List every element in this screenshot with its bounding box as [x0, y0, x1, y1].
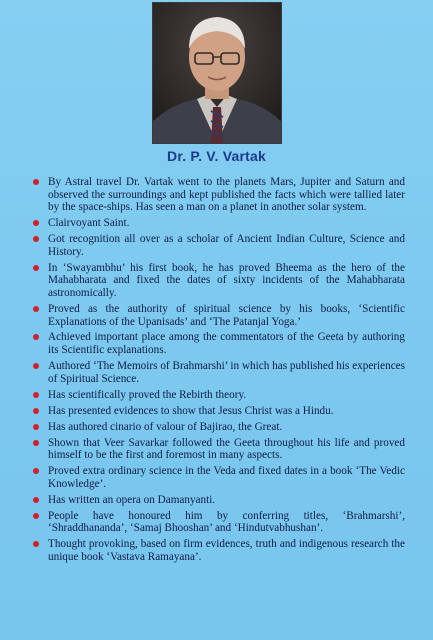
achievements-list: [0, 176, 433, 567]
list-item: [0, 360, 433, 385]
list-item-text: Proved extra ordinary science in the Veda and fixed dates in a book ‘The Vedic Knowledge’.: [48, 465, 405, 490]
list-item: [0, 510, 433, 535]
list-item-text: Proved as the authority of spiritual science by his books, ‘Scientific Explanations of the Upanisads’ and ‘The Patanjal Yoga.’: [48, 302, 405, 328]
list-item: [0, 233, 433, 258]
bullet-icon: [33, 440, 39, 446]
list-item: [0, 217, 433, 230]
list-item-text: Thought provoking, based on firm evidences, truth and indigenous research the unique book ‘Vastava Ramayana’.: [48, 538, 405, 563]
bullet-icon: [33, 179, 39, 185]
person-name: Dr. P. V. Vartak: [167, 148, 266, 164]
list-item-text: Has presented evidences to show that Jesus Christ was a Hindu.: [48, 404, 334, 417]
bullet-icon: [33, 236, 39, 242]
list-item: [0, 437, 433, 462]
bullet-icon: [33, 392, 39, 398]
bullet-icon: [33, 424, 39, 430]
list-item-text: Has authored cinario of valour of Bajirao, the Great.: [48, 420, 283, 433]
bullet-icon: [33, 468, 39, 474]
list-item-text: Authored ‘The Memoirs of Brahmarshi’ in which has published his experiences of Spiritual Science.: [48, 360, 405, 385]
list-item: [0, 176, 433, 214]
bullet-icon: [33, 265, 39, 271]
bullet-icon: [33, 541, 39, 547]
list-item-text: Has scientifically proved the Rebirth theory.: [48, 388, 247, 401]
list-item: [0, 303, 433, 328]
list-item-text: Clairvoyant Saint.: [48, 217, 130, 230]
list-item: [0, 465, 433, 490]
bullet-icon: [33, 408, 39, 414]
list-item-text: Achieved important place among the commentators of the Geeta by authoring its Scientific explanations.: [48, 331, 405, 357]
bullet-icon: [33, 513, 39, 519]
list-item-text: People have honoured him by conferring titles, ‘Brahmarshi’, ‘Shraddhananda’, ‘Samaj Bhooshan’ and ‘Hindutvabhushan’.: [48, 509, 405, 535]
list-item: [0, 262, 433, 300]
bullet-icon: [33, 220, 39, 226]
portrait-photo: [152, 2, 282, 144]
list-item: [0, 331, 433, 356]
bullet-icon: [33, 306, 39, 312]
list-item: [0, 538, 433, 563]
list-item: [0, 494, 433, 507]
list-item: [0, 389, 433, 402]
list-item-text: Got recognition all over as a scholar of Ancient Indian Culture, Science and History.: [48, 233, 405, 258]
list-item-text: Has written an opera on Damanyanti.: [48, 493, 216, 506]
bullet-icon: [33, 334, 39, 340]
bullet-icon: [33, 363, 39, 369]
list-item: [0, 421, 433, 434]
list-item: [0, 405, 433, 418]
bullet-icon: [33, 497, 39, 503]
list-item-text: In ‘Swayambhu’ his first book, he has proved Bheema as the hero of the Mahabharata and fixed the dates of sixty incidents of the Mahabharata astronomically.: [48, 261, 405, 299]
list-item-text: Shown that Veer Savarkar followed the Geeta throughout his life and proved himself to be the first and foremost in many aspects.: [48, 436, 405, 462]
list-item-text: By Astral travel Dr. Vartak went to the planets Mars, Jupiter and Saturn and observed the surroundings and kept published the facts which were tallied later by the space-ships. Has seen a man on a planet in another solar system.: [48, 176, 405, 214]
